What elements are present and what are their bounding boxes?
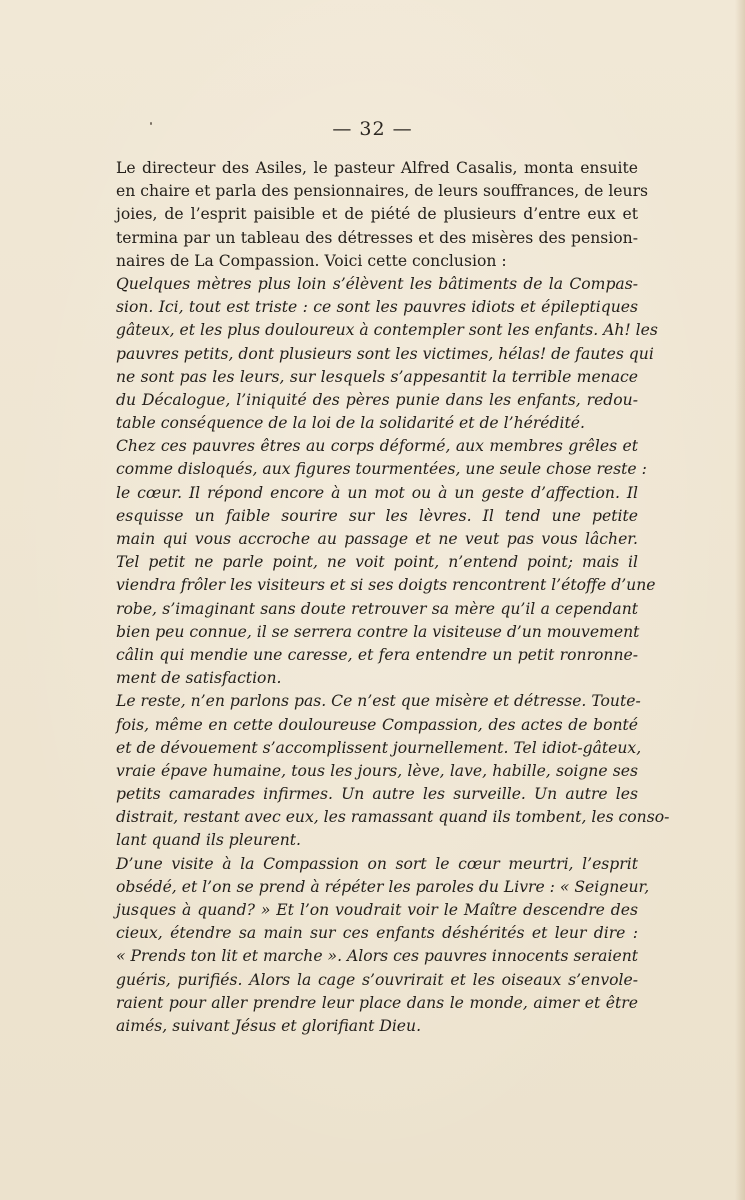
- text-line: du Décalogue, l’iniquité des pères punie dans les enfants, redou-: [116, 390, 638, 409]
- text-line: gâteux, et les plus douloureux à contempler sont les enfants. Ah! les: [116, 321, 658, 340]
- body-text: [116, 157, 670, 1038]
- text-line: raient pour aller prendre leur place dans le monde, aimer et être: [116, 993, 638, 1012]
- text-line: distrait, restant avec eux, les ramassant quand ils tombent, les conso-: [116, 808, 670, 827]
- text-line: termina par un tableau des détresses et des misères des pension-: [116, 228, 638, 247]
- paragraph: [116, 273, 658, 435]
- text-line: petits camarades infirmes. Un autre les surveille. Un autre les: [116, 785, 638, 804]
- text-line: cieux, étendre sa main sur ces enfants déshérités et leur dire :: [116, 924, 638, 943]
- page-edge-shadow: [735, 0, 745, 1200]
- text-line: jusques à quand? » Et l’on voudrait voir le Maître descendre des: [116, 901, 638, 919]
- text-line: vraie épave humaine, tous les jours, lève, lave, habille, soigne ses: [116, 761, 638, 780]
- text-line: aimés, suivant Jésus et glorifiant Dieu.: [116, 1016, 422, 1035]
- text-line: main qui vous accroche au passage et ne veut pas vous lâcher.: [116, 530, 638, 548]
- text-line: joies, de l’esprit paisible et de piété de plusieurs d’entre eux et: [116, 205, 638, 224]
- text-line: Chez ces pauvres êtres au corps déformé, aux membres grêles et: [116, 437, 638, 456]
- text-line: pauvres petits, dont plusieurs sont les victimes, hélas! de fautes qui: [116, 344, 654, 363]
- text-line: le cœur. Il répond encore à un mot ou à un geste d’affection. Il: [116, 483, 638, 502]
- text-line: câlin qui mendie une caresse, et fera entendre un petit ronronne-: [116, 645, 638, 664]
- text-line: Le reste, n’en parlons pas. Ce n’est que misère et détresse. Toute-: [116, 692, 641, 711]
- text-line: viendra frôler les visiteurs et si ses doigts rencontrent l’étoffe d’une: [116, 576, 656, 595]
- text-line: ne sont pas les leurs, sur lesquels s’appesantit la terrible menace: [116, 367, 638, 386]
- text-line: D’une visite à la Compassion on sort le cœur meurtri, l’esprit: [116, 854, 638, 873]
- paragraph: [116, 690, 670, 852]
- text-line: bien peu connue, il se serrera contre la visiteuse d’un mouvement: [116, 622, 640, 641]
- text-line: naires de La Compassion. Voici cette conclusion :: [116, 251, 507, 270]
- paragraph: [116, 157, 649, 273]
- text-line: et de dévouement s’accomplissent journellement. Tel idiot-gâteux,: [116, 738, 642, 757]
- text-line: Tel petit ne parle point, ne voit point, n’entend point; mais il: [116, 553, 638, 572]
- text-line: comme disloqués, aux figures tourmentées, une seule chose reste :: [116, 460, 647, 479]
- text-line: sion. Ici, tout est triste : ce sont les pauvres idiots et épileptiques: [116, 298, 638, 317]
- text-line: « Prends ton lit et marche ». Alors ces pauvres innocents seraient: [116, 947, 638, 966]
- text-line: obsédé, et l’on se prend à répéter les paroles du Livre : « Seigneur,: [116, 877, 650, 896]
- text-line: fois, même en cette douloureuse Compassion, des actes de bonté: [116, 715, 638, 734]
- text-line: table conséquence de la loi de la solidarité et de l’hérédité.: [116, 414, 585, 433]
- paragraph: [116, 853, 650, 1039]
- text-line: Quelques mètres plus loin s’élèvent les bâtiments de la Compas-: [116, 274, 638, 293]
- paragraph: [116, 435, 656, 690]
- text-line: lant quand ils pleurent.: [116, 831, 301, 850]
- text-line: ment de satisfaction.: [116, 669, 282, 688]
- text-line: esquisse un faible sourire sur les lèvres. Il tend une petite: [116, 506, 638, 525]
- text-line: guéris, purifiés. Alors la cage s’ouvrirait et les oiseaux s’envole-: [116, 970, 638, 989]
- page-number: — 32 —: [332, 118, 413, 140]
- text-line: robe, s’imaginant sans doute retrouver sa mère qu’il a cependant: [116, 599, 638, 618]
- text-line: Le directeur des Asiles, le pasteur Alfred Casalis, monta ensuite: [116, 159, 638, 177]
- text-line: en chaire et parla des pensionnaires, de leurs souffrances, de leurs: [116, 182, 649, 201]
